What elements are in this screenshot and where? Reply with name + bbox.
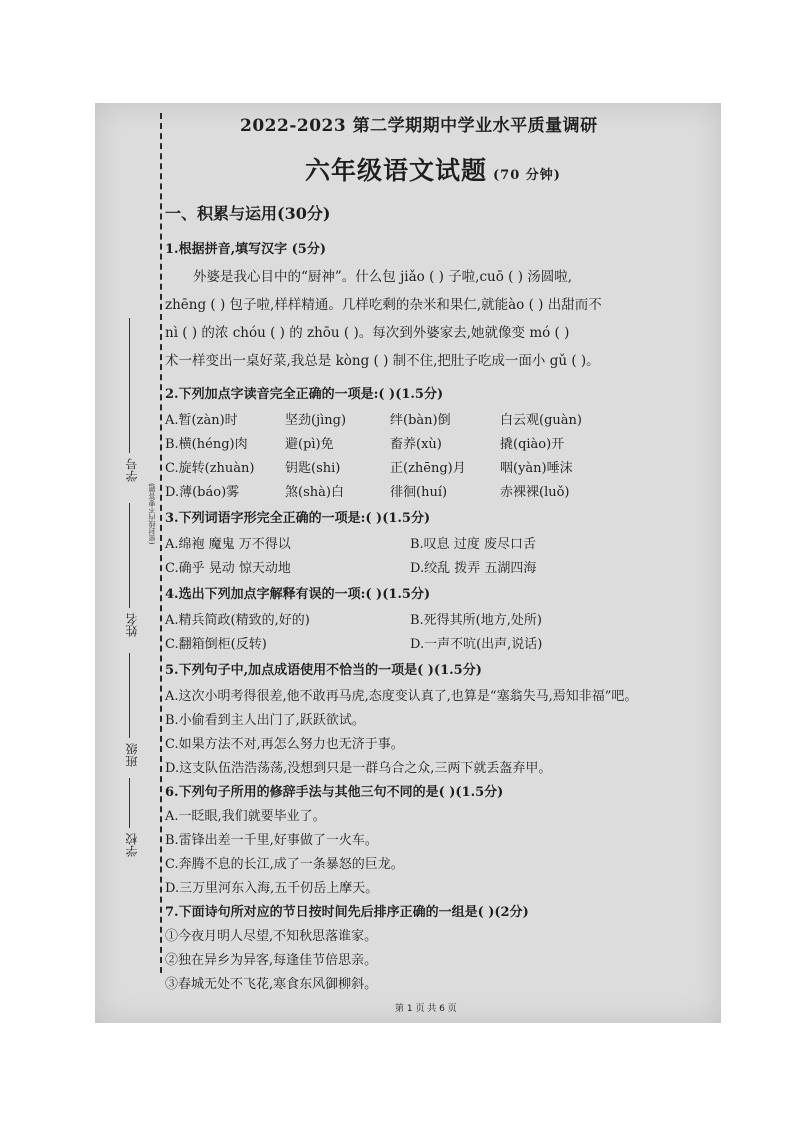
exam-photo [95,103,721,1023]
q6-option-b: B.雷锋出差一千里,好事做了一火车。 [165,833,378,848]
q1-line: nì ( ) 的浓 chóu ( ) 的 zhōu ( )。每次到外婆家去,她就像变 mó ( ) [165,325,570,341]
school-blank [129,778,130,828]
q5-option-d: D.这支队伍浩浩荡荡,没想到只是一群乌合之众,三两下就丢盔弃甲。 [165,761,552,776]
q4-title: 4.选出下列加点字解释有误的一项:( )(1.5分) [165,587,431,602]
q6-title: 6.下列句子所用的修辞手法与其他三句不同的是( )(1.5分) [165,785,504,800]
name-blank [129,503,130,608]
q5-title: 5.下列句子中,加点成语使用不恰当的一项是( )(1.5分) [165,663,482,678]
q2-cell: 绊(bàn)倒 [390,413,451,428]
q2-cell: 徘徊(huí) [390,485,448,500]
q1-line: 术一样变出一桌好菜,我总是 kòng ( ) 制不住,把肚子吃成一面小 gǔ ( )。 [165,353,600,369]
name-label: 姓名 [125,613,139,637]
q4-option-a: A.精兵简政(精致的,好的) [165,613,310,628]
q4-option-d: D.一声不吭(出声,说话) [410,637,543,652]
page-footer: 第 1 页 共 6 页 [395,1004,457,1014]
class-label: 班级 [125,743,139,767]
number-blank [129,318,130,453]
q5-option-c: C.如果方法不对,再怎么努力也无济于事。 [165,737,404,752]
q7-line: ③春城无处不飞花,寒食东风御柳斜。 [165,977,378,992]
q2-cell: 煞(shà)白 [285,485,344,500]
q2-cell: 正(zhēng)月 [390,461,466,476]
q2-cell: 避(pì)免 [285,437,334,452]
q3-option-a: A.绵袍 魔鬼 万不得以 [165,537,291,552]
q3-option-d: D.绞乱 拨弄 五湖四海 [410,561,537,576]
q2-cell: 坚劲(jìng) [285,413,347,428]
q5-option-a: A.这次小明考得很差,他不敢再马虎,态度变认真了,也算是“塞翁失马,焉知非福”吧。 [165,689,638,704]
q2-cell: 撬(qiào)开 [500,437,565,452]
q6-option-d: D.三万里河东入海,五千仞岳上摩天。 [165,881,379,896]
q1-line: zhēng ( ) 包子啦,样样精通。几样吃剩的杂米和果仁,就能ào ( ) 出甜而不 [165,297,602,313]
exam-title: 2022-2023 第二学期期中学业水平质量调研 [240,116,598,136]
q2-cell: C.旋转(zhuàn) [165,461,255,476]
q2-cell: D.薄(báo)雾 [165,485,240,500]
exam-subtitle [305,151,561,187]
q2-cell: 钥匙(shi) [285,461,341,476]
q5-option-b: B.小偷看到主人出门了,跃跃欲试。 [165,713,365,728]
q2-title: 2.下列加点字读音完全正确的一项是:( )(1.5分) [165,387,444,402]
number-label: 学号 [125,458,139,482]
q2-cell: 赤裸裸(luǒ) [500,485,570,500]
q2-cell: 畜养(xù) [390,437,442,452]
q1-title: 1.根据拼音,填写汉字 (5分) [165,242,326,257]
q2-cell: 咽(yàn)唾沫 [500,461,573,476]
q6-option-a: A.一眨眼,我们就要毕业了。 [165,809,326,824]
subject-title: 六年级语文试题 [305,156,488,185]
q3-title: 3.下列词语字形完全正确的一项是:( )(1.5分) [165,511,431,526]
q6-option-c: C.奔腾不息的长江,成了一条暴怒的巨龙。 [165,857,404,872]
q2-cell: B.横(héng)肉 [165,437,248,452]
q7-title: 7.下面诗句所对应的节日按时间先后排序正确的一组是( )(2分) [165,905,529,920]
school-label: 学校 [125,833,139,857]
class-blank [129,653,130,738]
q7-line: ①今夜月明人尽望,不知秋思落谁家。 [165,929,378,944]
q7-line: ②独在异乡为异客,每逢佳节倍思亲。 [165,953,378,968]
seal-dashed-line [160,113,162,973]
q1-line: 外婆是我心目中的“厨神”。什么包 jiǎo ( ) 子啦,cuō ( ) 汤圆啦, [193,269,573,285]
q2-cell: A.暂(zàn)时 [165,413,238,428]
q4-option-c: C.翻箱倒柜(反转) [165,637,267,652]
q3-option-b: B.叹息 过度 废尽口舌 [410,537,536,552]
duration: (70 分钟) [493,168,561,183]
q4-option-b: B.死得其所(地方,处所) [410,613,542,628]
section-1-heading: 一、积累与运用(30分) [165,204,331,223]
binding-margin [95,103,170,1023]
seal-note: (密封线内不要答题) [148,483,156,545]
q3-option-c: C.确乎 晃动 惊天动地 [165,561,291,576]
q2-cell: 白云观(guàn) [500,413,582,428]
